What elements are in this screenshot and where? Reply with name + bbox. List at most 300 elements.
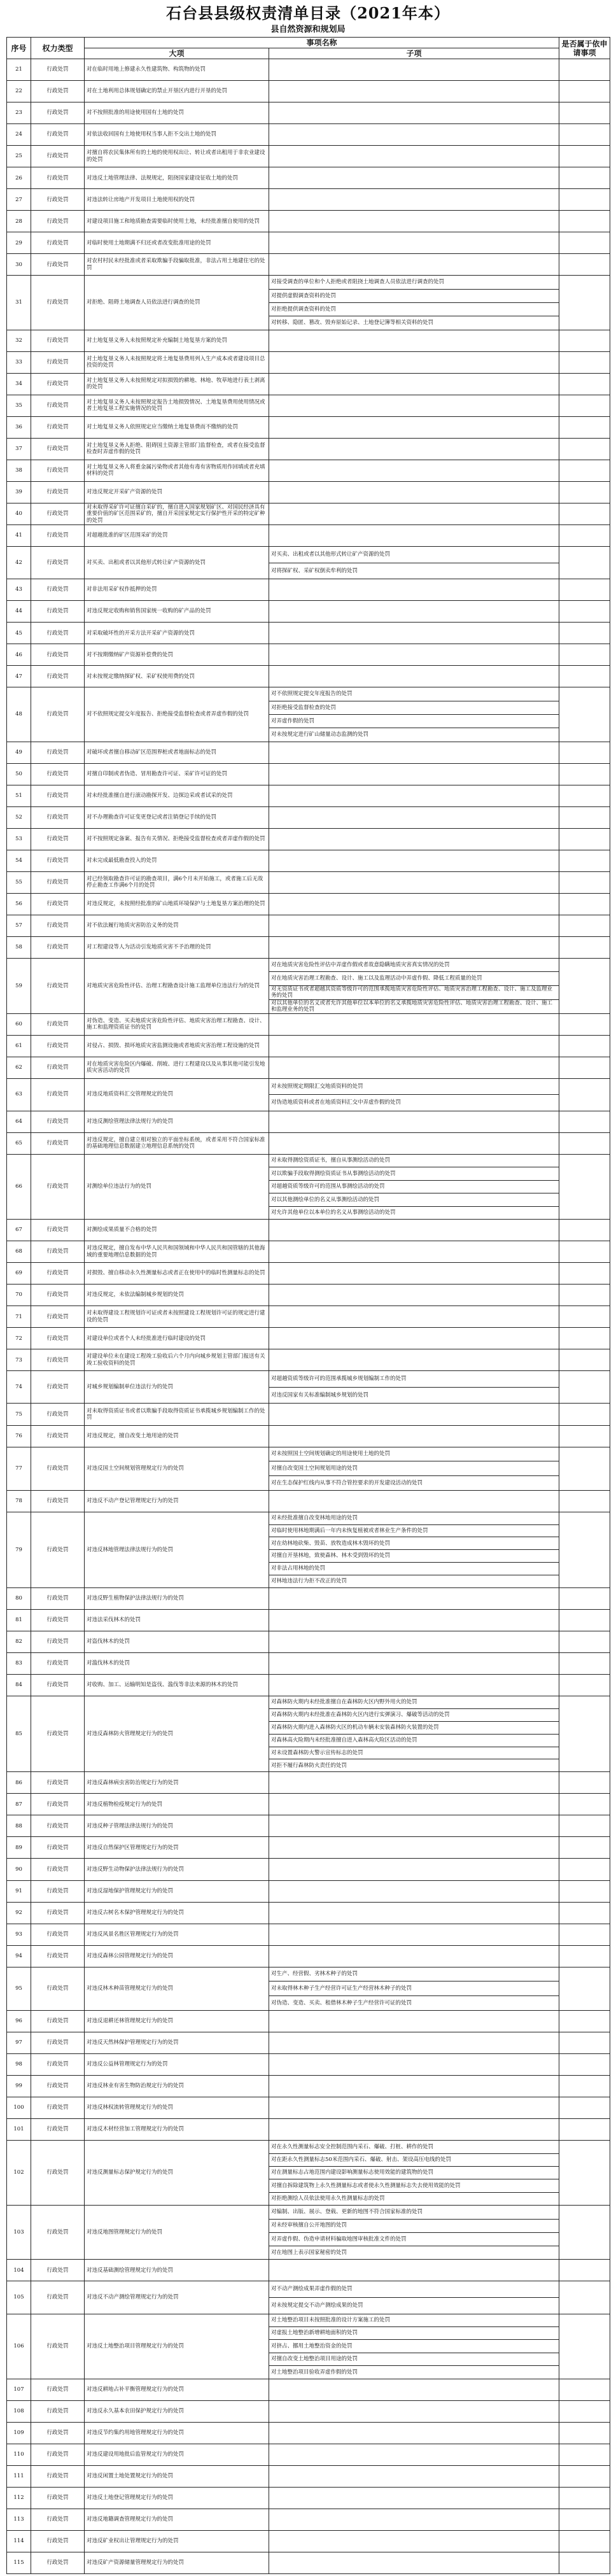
cell-type: 行政处罚 <box>31 1967 85 2010</box>
cell-sub-item <box>269 915 559 936</box>
table-row <box>7 2032 610 2053</box>
cell-main-item: 对农村村民未经批准或者采取欺骗手段骗取批准，非法占用土地建住宅的处罚 <box>85 254 269 276</box>
cell-seq: 26 <box>7 167 31 189</box>
table-row <box>7 2097 610 2119</box>
cell-type: 行政处罚 <box>31 189 85 211</box>
cell-applicant <box>559 1609 610 1631</box>
cell-seq: 25 <box>7 146 31 167</box>
cell-sub-item <box>269 871 559 893</box>
cell-seq: 98 <box>7 2053 31 2075</box>
cell-type: 行政处罚 <box>31 2010 85 2032</box>
table-row <box>7 351 610 373</box>
cell-seq: 32 <box>7 330 31 351</box>
cell-sub-item <box>269 1631 559 1652</box>
table-row <box>7 2206 610 2219</box>
table-row <box>7 167 610 189</box>
table-row <box>7 1924 610 1945</box>
table-row <box>7 232 610 254</box>
cell-seq: 59 <box>7 958 31 1013</box>
cell-type: 行政处罚 <box>31 211 85 232</box>
table-row <box>7 1425 610 1447</box>
table-row <box>7 2379 610 2400</box>
cell-sub-item <box>269 936 559 958</box>
cell-applicant <box>559 2552 610 2574</box>
cell-seq: 61 <box>7 1035 31 1057</box>
cell-sub-item <box>269 481 559 503</box>
cell-main-item: 对未经批准擅自进行滚动勘探开发、边探边采或者试采的处罚 <box>85 785 269 806</box>
cell-sub-item <box>269 1132 559 1154</box>
cell-seq: 54 <box>7 850 31 871</box>
cell-main-item: 对违反基础测绘管理规定行为的处罚 <box>85 2260 269 2281</box>
cell-type: 行政处罚 <box>31 1902 85 1924</box>
cell-type: 行政处罚 <box>31 124 85 146</box>
table-row <box>7 102 610 124</box>
cell-sub-item: 对森林防火期内未经批准擅自在森林防火区内野外用火的处罚 <box>269 1696 559 1709</box>
table-row <box>7 2053 610 2075</box>
cell-seq: 79 <box>7 1512 31 1587</box>
cell-type: 行政处罚 <box>31 601 85 623</box>
cell-applicant <box>559 1306 610 1328</box>
cell-type: 行政处罚 <box>31 351 85 373</box>
header-seq: 序号 <box>7 38 31 59</box>
table-row <box>7 785 610 806</box>
cell-applicant <box>559 232 610 254</box>
cell-seq: 77 <box>7 1447 31 1490</box>
table-row <box>7 579 610 601</box>
cell-seq: 51 <box>7 785 31 806</box>
cell-sub-item: 对未按规定进行矿山储量动态监测的处罚 <box>269 728 559 742</box>
cell-applicant <box>559 503 610 524</box>
table-row <box>7 828 610 850</box>
cell-sub-item <box>269 2075 559 2097</box>
cell-sub-item: 对无资质证书或者超越其资质等级许可的范围承揽地质灾害危险性评估、地质灾害治理工程勘查、设计、施工及监理业务的处罚 <box>269 985 559 999</box>
table-row <box>7 81 610 102</box>
cell-seq: 31 <box>7 276 31 330</box>
cell-sub-item <box>269 1794 559 1815</box>
cell-type: 行政处罚 <box>31 915 85 936</box>
cell-seq: 110 <box>7 2444 31 2465</box>
cell-type: 行政处罚 <box>31 644 85 666</box>
cell-main-item: 对违反古树名木保护管理规定行为的处罚 <box>85 1902 269 1924</box>
cell-sub-item: 对违反国家有关标准编制城乡规划的处罚 <box>269 1387 559 1404</box>
cell-sub-item: 对编制、出版、展示、登载、更新的地图不符合国家标准的处罚 <box>269 2206 559 2219</box>
cell-sub-item: 对擅自开垦林地，致使森林、林木受到毁坏的处罚 <box>269 1550 559 1563</box>
cell-main-item: 对违反野生动物保护法律法规行为的处罚 <box>85 1859 269 1880</box>
cell-applicant <box>559 828 610 850</box>
cell-type: 行政处罚 <box>31 1132 85 1154</box>
cell-sub-item <box>269 1328 559 1349</box>
cell-main-item: 对违反规定，未依法编制城乡规划的处罚 <box>85 1284 269 1306</box>
cell-type: 行政处罚 <box>31 1880 85 1902</box>
cell-applicant <box>559 481 610 503</box>
cell-sub-item <box>269 351 559 373</box>
cell-sub-item <box>269 1111 559 1132</box>
cell-sub-item <box>269 189 559 211</box>
cell-type: 行政处罚 <box>31 1057 85 1078</box>
cell-sub-item: 对未按规定提交不动产测绘成果的处罚 <box>269 2298 559 2314</box>
cell-type: 行政处罚 <box>31 102 85 124</box>
table-row <box>7 2260 610 2281</box>
cell-main-item: 对土地复垦义务人未按照规定补充编制土地复垦方案的处罚 <box>85 330 269 351</box>
cell-main-item: 对违法转让房地产开发项目土地使用权的处罚 <box>85 189 269 211</box>
cell-type: 行政处罚 <box>31 1772 85 1794</box>
cell-type: 行政处罚 <box>31 232 85 254</box>
cell-sub-item <box>269 1220 559 1241</box>
cell-sub-item: 对未经审核擅自公开地图的处罚 <box>269 2219 559 2232</box>
cell-main-item: 对违反湿地保护管理规定行为的处罚 <box>85 1880 269 1902</box>
cell-type: 行政处罚 <box>31 1306 85 1328</box>
cell-seq: 101 <box>7 2119 31 2141</box>
cell-applicant <box>559 2119 610 2141</box>
header-sub-item: 子项 <box>269 48 559 59</box>
cell-main-item: 对不按期缴纳矿产资源补偿费的处罚 <box>85 644 269 666</box>
cell-seq: 23 <box>7 102 31 124</box>
cell-seq: 21 <box>7 59 31 81</box>
cell-type: 行政处罚 <box>31 806 85 828</box>
cell-type: 行政处罚 <box>31 893 85 915</box>
cell-seq: 104 <box>7 2260 31 2281</box>
cell-sub-item <box>269 1306 559 1328</box>
cell-type: 行政处罚 <box>31 579 85 601</box>
table-row <box>7 1631 610 1652</box>
table-row <box>7 1035 610 1057</box>
cell-type: 行政处罚 <box>31 1371 85 1404</box>
table-row <box>7 2552 610 2574</box>
cell-applicant <box>559 687 610 742</box>
cell-main-item: 对不依法履行地质灾害防治义务的处罚 <box>85 915 269 936</box>
table-row <box>7 1512 610 1524</box>
cell-sub-item <box>269 1263 559 1284</box>
cell-main-item: 对土地复垦义务人未按照规定对拟损毁的耕地、林地、牧草地进行表土剥离的处罚 <box>85 373 269 395</box>
cell-applicant <box>559 1631 610 1652</box>
cell-main-item: 对不办理勘查许可证变更登记或者注销登记手续的处罚 <box>85 806 269 828</box>
cell-seq: 92 <box>7 1902 31 1924</box>
cell-main-item: 对违反耕地占补平衡管理规定行为的处罚 <box>85 2379 269 2400</box>
cell-sub-item: 对超越资质等级许可的范围承揽城乡规划编制工作的处罚 <box>269 1371 559 1388</box>
cell-seq: 103 <box>7 2206 31 2260</box>
cell-seq: 100 <box>7 2097 31 2119</box>
table-row <box>7 1078 610 1095</box>
cell-main-item: 对违反土地整治项目管理规定行为的处罚 <box>85 2314 269 2379</box>
cell-seq: 64 <box>7 1111 31 1132</box>
cell-seq: 91 <box>7 1880 31 1902</box>
cell-applicant <box>559 1512 610 1587</box>
cell-applicant <box>559 211 610 232</box>
cell-main-item: 对违反退耕还林管理规定行为的处罚 <box>85 2010 269 2032</box>
cell-sub-item <box>269 1013 559 1035</box>
cell-main-item: 对违反规定收购和销售国家统一收购的矿产品的处罚 <box>85 601 269 623</box>
table-row <box>7 1967 610 1981</box>
cell-type: 行政处罚 <box>31 2141 85 2206</box>
cell-type: 行政处罚 <box>31 481 85 503</box>
cell-main-item: 对违反地籍调查管理规定行为的处罚 <box>85 2509 269 2531</box>
cell-applicant <box>559 893 610 915</box>
cell-applicant <box>559 2465 610 2487</box>
cell-type: 行政处罚 <box>31 828 85 850</box>
cell-main-item: 对不依照规定提交年度报告、拒绝接受监督检查或者弄虚作假的处罚 <box>85 687 269 742</box>
cell-sub-item: 对挤占、挪用土地整治资金的处罚 <box>269 2340 559 2353</box>
cell-type: 行政处罚 <box>31 1696 85 1772</box>
cell-sub-item <box>269 2379 559 2400</box>
cell-sub-item <box>269 828 559 850</box>
cell-applicant <box>559 2206 610 2260</box>
cell-sub-item <box>269 1284 559 1306</box>
cell-seq: 53 <box>7 828 31 850</box>
cell-applicant <box>559 1241 610 1263</box>
cell-sub-item: 对未按照规定期限汇交地质资料的处罚 <box>269 1078 559 1095</box>
cell-main-item: 对伪造、变造、买卖地质灾害危险性评估、地质灾害治理工程勘查、设计、施工和监理资质证书的处罚 <box>85 1013 269 1035</box>
cell-applicant <box>559 2141 610 2206</box>
cell-seq: 72 <box>7 1328 31 1349</box>
cell-type: 行政处罚 <box>31 1404 85 1425</box>
cell-main-item: 对违反地质资料汇交管理规定的处罚 <box>85 1078 269 1111</box>
cell-type: 行政处罚 <box>31 958 85 1013</box>
cell-sub-item: 对伪造地质资料或者在地质资料汇交中弄虚作假的处罚 <box>269 1095 559 1111</box>
cell-sub-item <box>269 2032 559 2053</box>
cell-sub-item <box>269 124 559 146</box>
cell-main-item: 对未按规定缴纳探矿权、采矿权使用费的处罚 <box>85 666 269 687</box>
cell-applicant <box>559 373 610 395</box>
table-row <box>7 2444 610 2465</box>
cell-seq: 76 <box>7 1425 31 1447</box>
cell-applicant <box>559 871 610 893</box>
cell-type: 行政处罚 <box>31 763 85 785</box>
cell-applicant <box>559 146 610 167</box>
cell-seq: 90 <box>7 1859 31 1880</box>
cell-seq: 40 <box>7 503 31 524</box>
cell-seq: 55 <box>7 871 31 893</box>
cell-seq: 84 <box>7 1675 31 1696</box>
cell-main-item: 对违反建设用地批后监管规定行为的处罚 <box>85 2444 269 2465</box>
table-row <box>7 1328 610 1349</box>
table-row <box>7 1675 610 1696</box>
cell-applicant <box>559 2281 610 2314</box>
header-applicant: 是否属于依申请事项 <box>559 38 610 59</box>
cell-sub-item: 对在生态保护红线内从事不符合管控要求的开发建设活动的处罚 <box>269 1475 559 1490</box>
table-body <box>7 59 610 2574</box>
cell-main-item: 对违反规定，未按照经批准的矿山地质环境保护与土地复垦方案治理的处罚 <box>85 893 269 915</box>
cell-sub-item <box>269 2531 559 2552</box>
cell-sub-item <box>269 373 559 395</box>
cell-sub-item: 对在地图上表示国家秘密的处罚 <box>269 2246 559 2260</box>
header-row-bottom <box>7 48 610 59</box>
table-row <box>7 1794 610 1815</box>
cell-applicant <box>559 2531 610 2552</box>
cell-sub-item <box>269 1035 559 1057</box>
cell-sub-item <box>269 1772 559 1794</box>
cell-seq: 46 <box>7 644 31 666</box>
cell-applicant <box>559 1284 610 1306</box>
cell-sub-item: 对虚报土地整治新增耕地面积的处罚 <box>269 2326 559 2339</box>
cell-applicant <box>559 1675 610 1696</box>
cell-sub-item: 对弄虚作假的处罚 <box>269 714 559 728</box>
table-row <box>7 1263 610 1284</box>
cell-sub-item <box>269 2422 559 2444</box>
cell-applicant <box>559 2260 610 2281</box>
cell-sub-item: 对拒绝提供调查资料的处罚 <box>269 303 559 316</box>
cell-seq: 35 <box>7 395 31 416</box>
cell-main-item: 对城乡规划编制单位违法行为的处罚 <box>85 1371 269 1404</box>
cell-seq: 37 <box>7 438 31 460</box>
cell-seq: 71 <box>7 1306 31 1328</box>
cell-type: 行政处罚 <box>31 871 85 893</box>
cell-main-item: 对损毁、擅自移动永久性测量标志或者正在使用中的临时性测量标志的处罚 <box>85 1263 269 1284</box>
cell-sub-item <box>269 1241 559 1263</box>
cell-type: 行政处罚 <box>31 1349 85 1371</box>
cell-type: 行政处罚 <box>31 2487 85 2509</box>
cell-seq: 113 <box>7 2509 31 2531</box>
cell-seq: 86 <box>7 1772 31 1794</box>
cell-sub-item <box>269 806 559 828</box>
cell-applicant <box>559 1349 610 1371</box>
cell-main-item: 对侵占、损毁、损坏地质灾害监测设施或者地质灾害治理工程设施的处罚 <box>85 1035 269 1057</box>
cell-sub-item <box>269 330 559 351</box>
cell-sub-item <box>269 763 559 785</box>
table-row <box>7 763 610 785</box>
cell-type: 行政处罚 <box>31 1512 85 1587</box>
cell-sub-item: 对未取得林木种子生产经营许可证生产经营林木种子的处罚 <box>269 1981 559 1996</box>
cell-sub-item <box>269 2465 559 2487</box>
cell-sub-item: 对森林防火期内未经批准在森林防火区内进行实弹演习、爆破等活动的处罚 <box>269 1708 559 1721</box>
cell-seq: 22 <box>7 81 31 102</box>
cell-type: 行政处罚 <box>31 254 85 276</box>
table-row <box>7 1880 610 1902</box>
cell-applicant <box>559 1696 610 1772</box>
cell-main-item: 对违反土地登记管理规定行为的处罚 <box>85 2487 269 2509</box>
table-row <box>7 1772 610 1794</box>
cell-applicant <box>559 958 610 1013</box>
cell-seq: 69 <box>7 1263 31 1284</box>
cell-applicant <box>559 601 610 623</box>
cell-applicant <box>559 59 610 81</box>
cell-main-item: 对违反天然林保护管理规定行为的处罚 <box>85 2032 269 2053</box>
cell-type: 行政处罚 <box>31 373 85 395</box>
table-row <box>7 1057 610 1078</box>
cell-main-item: 对违反规定，擅自改变土地用途的处罚 <box>85 1425 269 1447</box>
cell-main-item: 对违反林业有害生物防治规定行为的处罚 <box>85 2075 269 2097</box>
cell-type: 行政处罚 <box>31 1609 85 1631</box>
table-row <box>7 893 610 915</box>
cell-sub-item: 对弄虚作假、伪造申请材料骗取地图审核批准文件的处罚 <box>269 2232 559 2246</box>
cell-type: 行政处罚 <box>31 1241 85 1263</box>
cell-main-item: 对违反不动产登记管理规定行为的处罚 <box>85 1490 269 1512</box>
cell-main-item: 对违反土地管理法律、法规规定，阻挠国家建设征收土地的处罚 <box>85 167 269 189</box>
cell-type: 行政处罚 <box>31 1263 85 1284</box>
cell-sub-item: 对拒绝接受监督检查的处罚 <box>269 701 559 714</box>
table-row <box>7 1815 610 1837</box>
cell-sub-item <box>269 1815 559 1837</box>
cell-sub-item: 对伪造、变造、买卖、租借林木种子生产经营许可证的处罚 <box>269 1996 559 2011</box>
cell-main-item: 对违反测绘管理法律法规行为的处罚 <box>85 1111 269 1132</box>
cell-main-item: 对未取得采矿许可证擅自采矿的，擅自进入国家规划矿区、对国民经济具有重要价值的矿区范围采矿的，擅自开采国家规定实行保护性开采的特定矿种的处罚 <box>85 503 269 524</box>
cell-sub-item <box>269 1837 559 1859</box>
cell-applicant <box>559 525 610 547</box>
cell-applicant <box>559 81 610 102</box>
cell-sub-item: 对擅自改变土地整治项目用途的处罚 <box>269 2353 559 2365</box>
cell-main-item: 对违反矿业权出让管理规定行为的处罚 <box>85 2531 269 2552</box>
table-row <box>7 1371 610 1388</box>
table-row <box>7 1696 610 1709</box>
cell-type: 行政处罚 <box>31 2444 85 2465</box>
cell-applicant <box>559 1587 610 1609</box>
cell-seq: 70 <box>7 1284 31 1306</box>
cell-seq: 38 <box>7 460 31 481</box>
cell-applicant <box>559 1057 610 1078</box>
cell-applicant <box>559 2487 610 2509</box>
cell-type: 行政处罚 <box>31 1631 85 1652</box>
cell-seq: 105 <box>7 2281 31 2314</box>
cell-type: 行政处罚 <box>31 1815 85 1837</box>
cell-type: 行政处罚 <box>31 1111 85 1132</box>
cell-type: 行政处罚 <box>31 2260 85 2281</box>
table-row <box>7 2422 610 2444</box>
cell-applicant <box>559 1837 610 1859</box>
table-row <box>7 2075 610 2097</box>
cell-main-item: 对擅自印制或者伪造、冒用勘查许可证、采矿许可证的处罚 <box>85 763 269 785</box>
cell-sub-item <box>269 395 559 416</box>
cell-type: 行政处罚 <box>31 1675 85 1696</box>
cell-seq: 58 <box>7 936 31 958</box>
cell-main-item: 对未取得资质证书或者以欺骗手段取得资质证书承揽城乡规划编制工作的处罚 <box>85 1404 269 1425</box>
cell-type: 行政处罚 <box>31 687 85 742</box>
table-row <box>7 1154 610 1167</box>
cell-type: 行政处罚 <box>31 623 85 644</box>
cell-main-item: 对未完成最低勘查投入的处罚 <box>85 850 269 871</box>
cell-applicant <box>559 1035 610 1057</box>
cell-sub-item <box>269 416 559 438</box>
cell-seq: 28 <box>7 211 31 232</box>
cell-applicant <box>559 102 610 124</box>
cell-sub-item: 对森林防火期内进入森林防火区的机动车辆未安装森林防火装置的处罚 <box>269 1721 559 1734</box>
cell-sub-item <box>269 1609 559 1631</box>
cell-applicant <box>559 276 610 330</box>
table-row <box>7 2465 610 2487</box>
cell-seq: 66 <box>7 1154 31 1219</box>
cell-sub-item: 对在地质灾害治理工程勘查、设计、施工以及监理活动中弄虚作假、降低工程质量的处罚 <box>269 972 559 985</box>
cell-applicant <box>559 460 610 481</box>
cell-sub-item <box>269 525 559 547</box>
cell-sub-item <box>269 503 559 524</box>
table-row <box>7 2487 610 2509</box>
table-row <box>7 1241 610 1263</box>
cell-main-item: 对土地复垦义务人未按照规定报告土地损毁情况、土地复垦费用使用情况或者土地复垦工程实施情况的处罚 <box>85 395 269 416</box>
cell-sub-item <box>269 1490 559 1512</box>
table-row <box>7 644 610 666</box>
cell-seq: 85 <box>7 1696 31 1772</box>
cell-sub-item <box>269 438 559 460</box>
cell-main-item: 对在土地利用总体规划确定的禁止开垦区内进行开垦的处罚 <box>85 81 269 102</box>
cell-main-item: 对违反闲置土地处置规定行为的处罚 <box>85 2465 269 2487</box>
cell-applicant <box>559 416 610 438</box>
cell-type: 行政处罚 <box>31 276 85 330</box>
cell-sub-item: 对非法占用林地的处罚 <box>269 1563 559 1575</box>
cell-applicant <box>559 1154 610 1219</box>
table-row <box>7 1220 610 1241</box>
cell-main-item: 对工程建设等人为活动引发地质灾害不予治理的处罚 <box>85 936 269 958</box>
cell-sub-item: 对买卖、出租或者以其他形式转让矿产资源的处罚 <box>269 547 559 563</box>
cell-seq: 56 <box>7 893 31 915</box>
cell-sub-item: 对以其他单位的名义或者允许其他单位以本单位的名义承揽地质灾害危险性评估、地质灾害治理工程勘查、设计、施工和监理业务的处罚 <box>269 999 559 1013</box>
cell-seq: 83 <box>7 1653 31 1675</box>
cell-sub-item: 对土地整治项目未按照批准的设计方案施工的处罚 <box>269 2314 559 2326</box>
cell-sub-item <box>269 850 559 871</box>
cell-seq: 99 <box>7 2075 31 2097</box>
table-row <box>7 189 610 211</box>
cell-type: 行政处罚 <box>31 438 85 460</box>
table-row <box>7 915 610 936</box>
table-row <box>7 1447 610 1461</box>
cell-applicant <box>559 2400 610 2422</box>
